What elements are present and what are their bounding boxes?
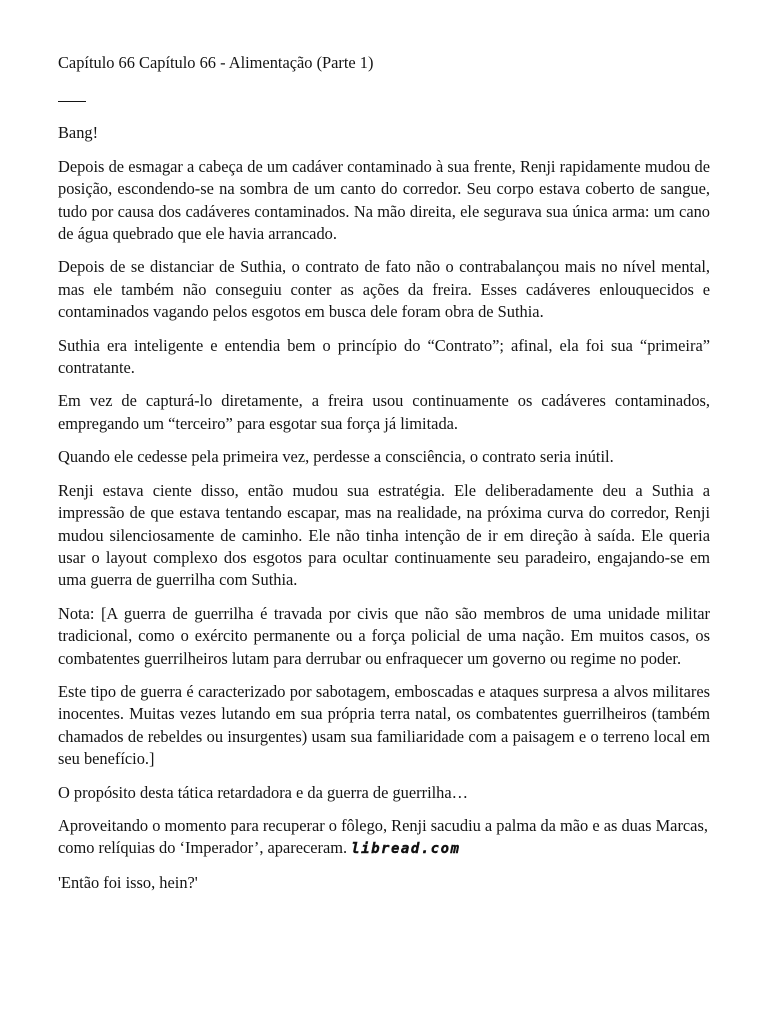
paragraph-with-watermark bbox=[58, 815, 710, 861]
document-page bbox=[58, 52, 710, 905]
chapter-title: Capítulo 66 Capítulo 66 - Alimentação (Parte 1) bbox=[58, 53, 374, 72]
paragraph: Quando ele cedesse pela primeira vez, perdesse a consciência, o contrato seria inútil. bbox=[58, 447, 614, 467]
separator-line bbox=[58, 101, 86, 102]
paragraph: Bang! bbox=[58, 123, 99, 143]
paragraph: 'Então foi isso, hein?' bbox=[58, 872, 198, 892]
paragraph: Depois de esmagar a cabeça de um cadáver contaminado à sua frente, Renji rapidamente mudou de posição, escondendo-se na sombra de um canto do corredor. Seu corpo estava coberto de sangue, tudo por causa dos cadáveres contaminados. Na mão direita, ele segurava sua única arma: um cano de água quebrado que ele havia arrancado. bbox=[58, 156, 710, 244]
paragraph: Depois de se distanciar de Suthia, o contrato de fato não o contrabalançou mais no nível mental, mas ele também não conseguiu conter as ações da freira. Esses cadáveres enlouquecidos e contaminados vagando pelos esgotos em busca dele foram obra de Suthia. bbox=[58, 257, 710, 322]
paragraph: Nota: [A guerra de guerrilha é travada por civis que não são membros de uma unidade militar tradicional, como o exército permanente ou a força policial de uma nação. Em muitos casos, os combatentes guerrilheiros lutam para derrubar ou enfraquecer um governo ou regime no poder. bbox=[58, 603, 710, 668]
paragraph: Renji estava ciente disso, então mudou sua estratégia. Ele deliberadamente deu a Suthia a impressão de que estava tentando escapar, mas na realidade, na próxima curva do corredor, Renji mudou silenciosamente de caminho. Ele não tinha intenção de ir em direção à saída. Ele queria usar o layout complexo dos esgotos para ocultar continuamente seu paradeiro, engajando-se em uma guerra de guerrilha com Suthia. bbox=[58, 480, 710, 590]
paragraph: O propósito desta tática retardadora e da guerra de guerrilha… bbox=[58, 782, 469, 802]
paragraph: Em vez de capturá-lo diretamente, a freira usou continuamente os cadáveres contaminados, empregando um “terceiro” para esgotar sua força já limitada. bbox=[58, 391, 710, 433]
paragraph-text: Aproveitando o momento para recuperar o fôlego, Renji sacudiu a palma da mão e as duas Marcas, como relíquias do ‘Imperador’, apareceram. bbox=[58, 815, 708, 858]
watermark-logo: libread.com bbox=[351, 841, 461, 858]
paragraph: Suthia era inteligente e entendia bem o princípio do “Contrato”; afinal, ela foi sua “primeira” contratante. bbox=[58, 335, 710, 378]
paragraph: Este tipo de guerra é caracterizado por sabotagem, emboscadas e ataques surpresa a alvos militares inocentes. Muitas vezes lutando em sua própria terra natal, os combatentes guerrilheiros (também chamados de rebeldes ou insurgentes) usam sua familiaridade com a paisagem e o terreno local em seu benefício.] bbox=[58, 681, 710, 769]
